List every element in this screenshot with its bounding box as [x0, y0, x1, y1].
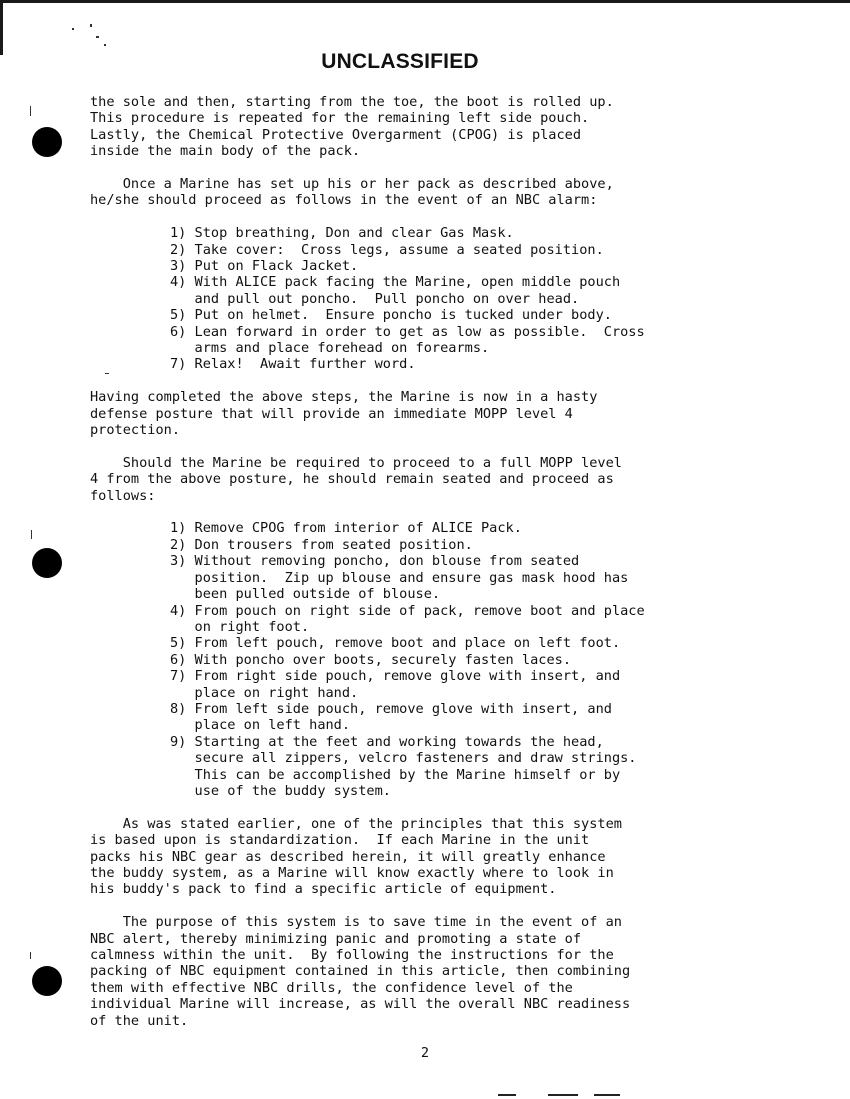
intro-paragraph — [90, 94, 770, 160]
list-item — [90, 225, 770, 241]
setup-paragraph — [90, 176, 770, 209]
text-line: 4 from the above posture, he should remain seated and proceed as — [90, 471, 614, 488]
list-item-line: 6) With poncho over boots, securely fasten laces. — [170, 651, 572, 668]
text-line: defense posture that will provide an immediate MOPP level 4 — [90, 405, 573, 422]
text-line: Lastly, the Chemical Protective Overgarment (CPOG) is placed — [90, 126, 582, 143]
punch-hole — [32, 966, 62, 996]
document-body — [90, 94, 770, 1029]
list-item-line: place on right hand. — [170, 684, 359, 701]
text-line: them with effective NBC drills, the confidence level of the — [90, 979, 573, 996]
list-item-line: use of the buddy system. — [170, 782, 391, 799]
punch-hole — [32, 548, 62, 578]
list-item-line: This can be accomplished by the Marine himself or by — [170, 766, 621, 783]
list-item — [90, 520, 770, 536]
classification-header: UNCLASSIFIED — [321, 50, 479, 73]
scan-footer-mark — [548, 1094, 578, 1096]
list-item-line: position. Zip up blouse and ensure gas mask hood has — [170, 569, 629, 586]
list-item — [90, 307, 770, 323]
text-line: the sole and then, starting from the toe, the boot is rolled up. — [90, 94, 614, 110]
page-number: 2 — [420, 1045, 430, 1061]
list-item — [90, 553, 770, 602]
scan-top-border — [0, 0, 850, 3]
list-item-line: 1) Remove CPOG from interior of ALICE Pack. — [170, 520, 522, 537]
list-item-line: 4) From pouch on right side of pack, remove boot and place — [170, 602, 645, 619]
list-item-line: 4) With ALICE pack facing the Marine, open middle pouch — [170, 274, 621, 291]
text-line: Should the Marine be required to proceed to a full MOPP level — [90, 454, 622, 471]
text-line: packs his NBC gear as described herein, it will greatly enhance — [90, 848, 606, 865]
list-item — [90, 537, 770, 553]
purpose-paragraph — [90, 914, 770, 1029]
list-item-line: 5) Put on helmet. Ensure poncho is tucked under body. — [170, 307, 612, 324]
text-line: This procedure is repeated for the remaining left side pouch. — [90, 110, 590, 127]
full-mopp-paragraph — [90, 455, 770, 504]
list-item-line: 9) Starting at the feet and working towards the head, — [170, 733, 604, 750]
text-line: As was stated earlier, one of the principles that this system — [90, 815, 622, 832]
list-item-line: 3) Put on Flack Jacket. — [170, 258, 359, 275]
text-line: the buddy system, as a Marine will know exactly where to look in — [90, 865, 614, 881]
scan-speck — [90, 24, 92, 27]
list-item — [90, 635, 770, 651]
scan-speck — [96, 36, 99, 38]
hasty-posture-paragraph — [90, 389, 770, 438]
list-item — [90, 652, 770, 668]
text-line: follows: — [90, 487, 156, 504]
list-item-line: 2) Don trousers from seated position. — [170, 536, 473, 553]
list-item-line: been pulled outside of blouse. — [170, 586, 441, 603]
list-item — [90, 324, 770, 357]
list-item — [90, 603, 770, 636]
text-line: inside the main body of the pack. — [90, 143, 361, 160]
text-line: Once a Marine has set up his or her pack as described above, — [90, 176, 614, 193]
list-item — [90, 242, 770, 258]
alarm-steps-list — [90, 225, 770, 373]
scan-left-border — [0, 0, 3, 55]
list-item — [90, 668, 770, 701]
list-item-line: 3) Without removing poncho, don blouse from seated — [170, 553, 580, 570]
scan-footer-mark — [498, 1094, 516, 1096]
text-line: NBC alert, thereby minimizing panic and promoting a state of — [90, 930, 582, 947]
text-line: The purpose of this system is to save time in the event of an — [90, 914, 622, 931]
scan-speck — [31, 530, 32, 539]
scan-footer-mark — [594, 1094, 620, 1096]
list-item-line: 7) From right side pouch, remove glove with insert, and — [170, 668, 621, 685]
text-line: he/she should proceed as follows in the event of an NBC alarm: — [90, 192, 598, 209]
text-line: Having completed the above steps, the Marine is now in a hasty — [90, 389, 598, 406]
text-line: his buddy's pack to find a specific article of equipment. — [90, 881, 557, 898]
scan-speck — [72, 28, 74, 30]
list-item — [90, 258, 770, 274]
standardization-paragraph — [90, 816, 770, 898]
scan-speck — [30, 952, 31, 959]
list-item-line: arms and place forehead on forearms. — [170, 340, 490, 357]
punch-hole — [32, 127, 62, 157]
list-item-line: place on left hand. — [170, 717, 351, 734]
text-line: individual Marine will increase, as will the overall NBC readiness — [90, 996, 631, 1013]
list-item-line: 5) From left pouch, remove boot and place on left foot. — [170, 635, 621, 652]
text-line: calmness within the unit. By following the instructions for the — [90, 947, 614, 964]
text-line: protection. — [90, 422, 181, 439]
list-item — [90, 356, 770, 372]
list-item-line: 8) From left side pouch, remove glove with insert, and — [170, 700, 612, 717]
scan-speck — [30, 106, 31, 116]
list-item-line: 7) Relax! Await further word. — [170, 356, 416, 373]
text-line: of the unit. — [90, 1012, 189, 1029]
scan-speck — [104, 44, 106, 46]
list-item — [90, 734, 770, 800]
text-line: is based upon is standardization. If each Marine in the unit — [90, 832, 590, 849]
list-item-line: 1) Stop breathing, Don and clear Gas Mask. — [170, 225, 514, 242]
list-item-line: and pull out poncho. Pull poncho on over head. — [170, 290, 580, 307]
list-item — [90, 701, 770, 734]
mopp-steps-list — [90, 520, 770, 799]
list-item-line: 6) Lean forward in order to get as low as possible. Cross — [170, 323, 645, 340]
list-item-line: on right foot. — [170, 618, 310, 635]
text-line: packing of NBC equipment contained in this article, then combining — [90, 963, 631, 980]
list-item-line: secure all zippers, velcro fasteners and draw strings. — [170, 750, 637, 767]
list-item-line: 2) Take cover: Cross legs, assume a seated position. — [170, 241, 604, 258]
list-item — [90, 274, 770, 307]
